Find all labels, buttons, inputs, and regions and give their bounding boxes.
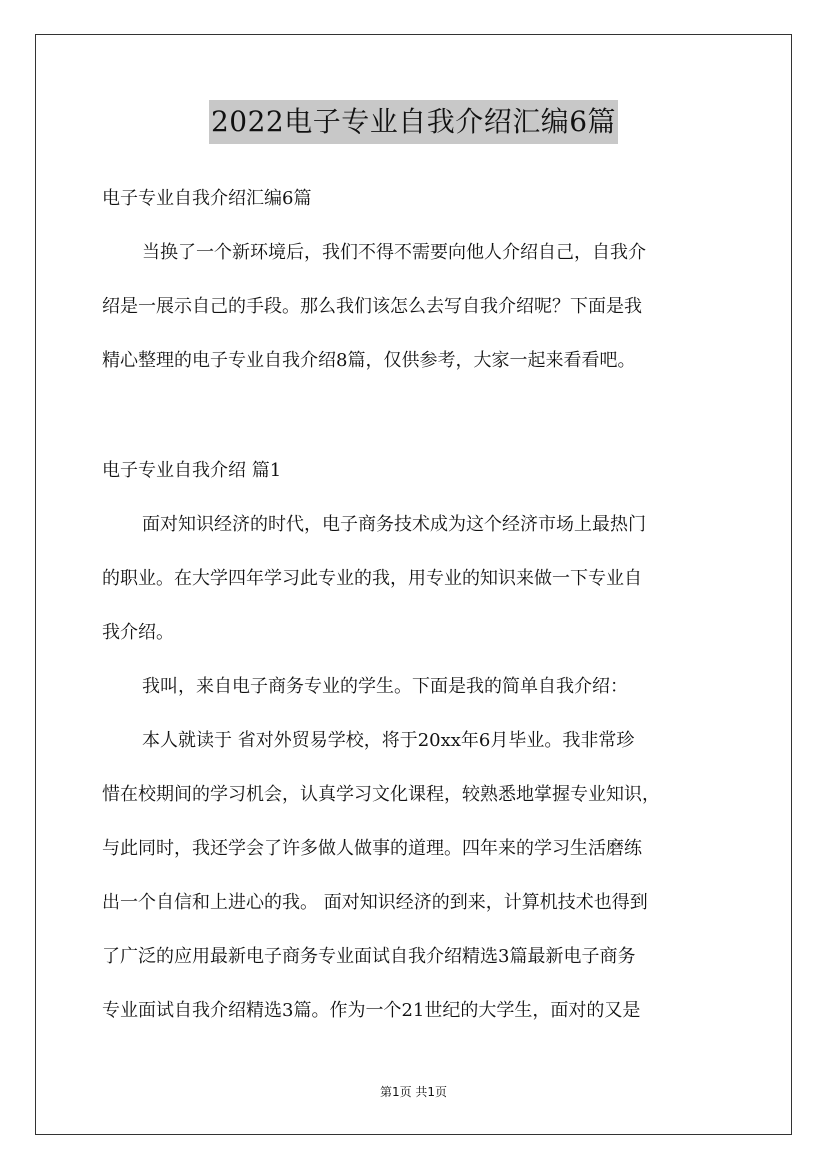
paragraph-line: 了广泛的应用最新电子商务专业面试自我介绍精选3篇最新电子商务	[102, 946, 636, 967]
title-area	[0, 100, 827, 144]
paragraph-line: 本人就读于 省对外贸易学校，将于20xx年6月毕业。我非常珍	[142, 730, 635, 751]
paragraph-line: 惜在校期间的学习机会，认真学习文化课程，较熟悉地掌握专业知识，	[102, 784, 660, 805]
section-heading: 电子专业自我介绍 篇1	[102, 460, 282, 481]
intro-line: 绍是一展示自己的手段。那么我们该怎么去写自我介绍呢？下面是我	[102, 296, 642, 317]
subtitle: 电子专业自我介绍汇编6篇	[102, 188, 312, 209]
document-body	[102, 172, 727, 1038]
intro-line: 当换了一个新环境后，我们不得不需要向他人介绍自己，自我介	[142, 242, 646, 263]
spacer	[102, 388, 727, 444]
document-title: 2022电子专业自我介绍汇编6篇	[209, 100, 618, 144]
paragraph-line: 的职业。在大学四年学习此专业的我，用专业的知识来做一下专业自	[102, 568, 642, 589]
paragraph-line: 与此同时，我还学会了许多做人做事的道理。四年来的学习生活磨练	[102, 838, 642, 859]
paragraph-line: 专业面试自我介绍精选3篇。作为一个21世纪的大学生，面对的又是	[102, 1000, 641, 1021]
intro-line: 精心整理的电子专业自我介绍8篇，仅供参考，大家一起来看看吧。	[102, 350, 636, 371]
paragraph-line: 我叫，来自电子商务专业的学生。下面是我的简单自我介绍：	[142, 676, 628, 697]
paragraph-line: 面对知识经济的时代，电子商务技术成为这个经济市场上最热门	[142, 514, 646, 535]
page-footer: 第1页 共1页	[379, 1085, 448, 1099]
paragraph-line: 我介绍。	[102, 622, 174, 643]
paragraph-line: 出一个自信和上进心的我。 面对知识经济的到来，计算机技术也得到	[102, 892, 648, 913]
